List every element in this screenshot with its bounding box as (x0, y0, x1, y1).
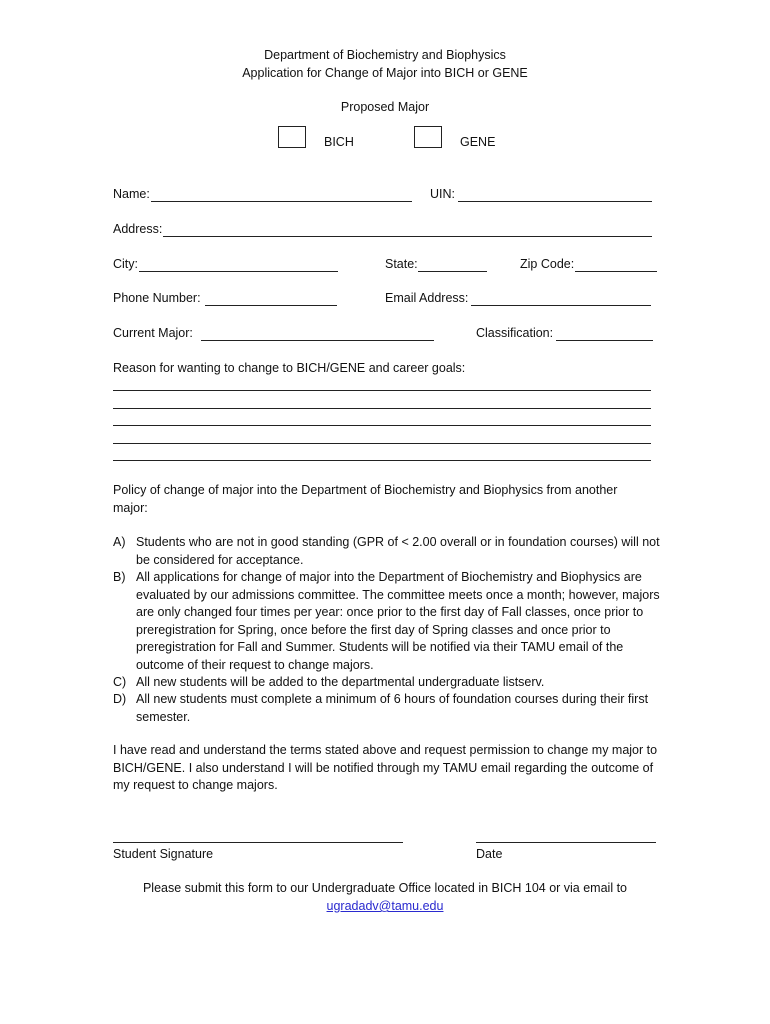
email-field[interactable] (471, 305, 651, 306)
policy-item-d (113, 691, 666, 726)
email-label: Email Address: (385, 291, 469, 305)
current-major-label: Current Major: (113, 326, 193, 340)
gene-checkbox[interactable] (414, 126, 442, 148)
name-field[interactable] (151, 201, 412, 202)
bich-checkbox[interactable] (278, 126, 306, 148)
policy-item-b (113, 569, 666, 674)
proposed-major-heading: Proposed Major (340, 100, 430, 114)
department-title: Department of Biochemistry and Biophysics (264, 48, 506, 62)
current-major-field[interactable] (201, 340, 434, 341)
reason-line-5[interactable] (113, 460, 651, 461)
policy-item-text: All new students will be added to the departmental undergraduate listserv. (136, 675, 545, 689)
zip-label: Zip Code: (520, 257, 575, 271)
policy-item-marker: C) (113, 675, 127, 689)
form-title: Application for Change of Major into BICH or GENE (242, 66, 528, 80)
gene-label: GENE (460, 135, 496, 149)
reason-line-4[interactable] (113, 443, 651, 444)
policy-item-marker: B) (113, 570, 126, 584)
uin-field[interactable] (458, 201, 652, 202)
student-signature-field[interactable] (113, 842, 403, 843)
phone-label: Phone Number: (113, 291, 201, 305)
reason-line-2[interactable] (113, 408, 651, 409)
classification-label: Classification: (476, 326, 554, 340)
zip-field[interactable] (575, 271, 657, 272)
policy-item-text: Students who are not in good standing (GPR of < 2.00 overall or in foundation courses) will not be considered for acceptance. (136, 535, 660, 567)
email-link[interactable]: ugradadv@tamu.edu (326, 899, 444, 913)
policy-item-c (113, 674, 666, 692)
classification-field[interactable] (556, 340, 653, 341)
address-field[interactable] (163, 236, 652, 237)
state-field[interactable] (418, 271, 487, 272)
uin-label: UIN: (430, 187, 455, 201)
phone-field[interactable] (205, 305, 337, 306)
state-label: State: (385, 257, 418, 271)
date-label: Date (476, 847, 503, 861)
city-field[interactable] (139, 271, 338, 272)
policy-item-text: All applications for change of major into the Department of Biochemistry and Biophysics are evaluated by our admissions committee. The committee meets once a month; however, majors are only changed four times per year: once prior to the first day of Fall classes, once prior to preregistration for Spring, once before the first day of Spring classes and once prior to preregistration for Fall and Summer. Students will be notified via their TAMU email of the outcome of their request to change majors. (136, 570, 660, 672)
policy-item-marker: A) (113, 535, 126, 549)
address-label: Address: (113, 222, 163, 236)
submit-instructions: Please submit this form to our Undergraduate Office located in BICH 104 or via email to (142, 881, 628, 895)
bich-label: BICH (324, 135, 354, 149)
date-field[interactable] (476, 842, 656, 843)
student-signature-label: Student Signature (113, 847, 214, 861)
reason-line-1[interactable] (113, 390, 651, 391)
reason-line-3[interactable] (113, 425, 651, 426)
policy-intro: Policy of change of major into the Department of Biochemistry and Biophysics from another major: (113, 483, 618, 515)
policy-item-text: All new students must complete a minimum of 6 hours of foundation courses during their first semester. (136, 692, 649, 724)
city-label: City: (113, 257, 138, 271)
name-label: Name: (113, 187, 150, 201)
policy-item-a (113, 534, 666, 569)
policy-item-marker: D) (113, 692, 127, 706)
agreement-statement: I have read and understand the terms stated above and request permission to change my major to BICH/GENE. I also understand I will be notified through my TAMU email regarding the outcome of my request to change majors. (113, 743, 658, 792)
reason-prompt: Reason for wanting to change to BICH/GENE and career goals: (113, 361, 466, 375)
